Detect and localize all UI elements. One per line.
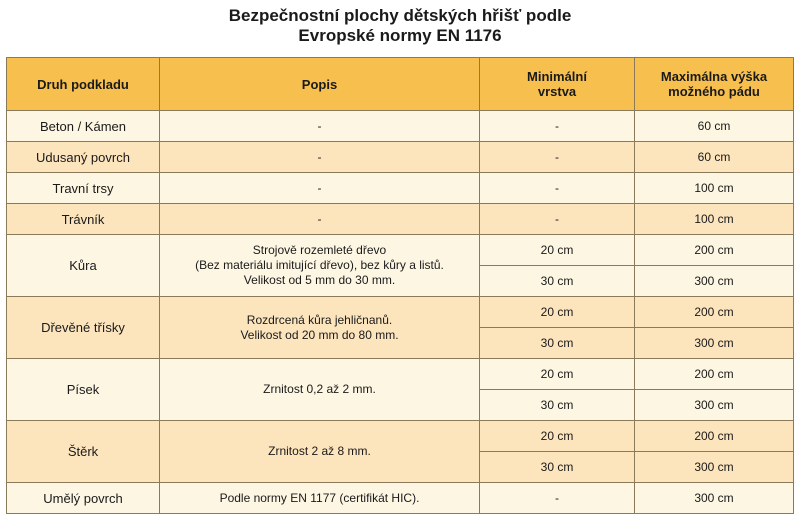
cell-min-layer: 30 cm <box>480 266 635 297</box>
description-line: (Bez materiálu imitující dřevo), bez kůry a listů. <box>195 258 444 272</box>
cell-description: - <box>160 142 480 173</box>
table-row <box>7 359 794 390</box>
table-row <box>7 142 794 173</box>
header-max-fall-height <box>635 58 794 111</box>
cell-max-fall-height: 200 cm <box>635 359 794 390</box>
description-line: Podle normy EN 1177 (certifikát HIC). <box>219 490 420 505</box>
cell-description <box>160 421 480 483</box>
cell-min-layer: 20 cm <box>480 359 635 390</box>
header-min-layer <box>480 58 635 111</box>
cell-kind: Beton / Kámen <box>7 111 160 142</box>
cell-kind: Písek <box>7 359 160 421</box>
table-row <box>7 483 794 514</box>
table-header-row <box>7 58 794 111</box>
header-description: Popis <box>160 58 480 111</box>
cell-description: - <box>160 173 480 204</box>
description-line: Zrnitost 2 až 8 mm. <box>268 444 371 458</box>
table-row <box>7 204 794 235</box>
description-line: Zrnitost 0,2 až 2 mm. <box>263 382 376 396</box>
description-line: Strojově rozemleté dřevo <box>252 243 387 257</box>
table-body <box>7 111 794 514</box>
cell-max-fall-height: 300 cm <box>635 452 794 483</box>
title-line-2: Evropské normy EN 1176 <box>298 26 502 45</box>
cell-min-layer: 20 cm <box>480 235 635 266</box>
cell-description <box>160 297 480 359</box>
cell-max-fall-height: 200 cm <box>635 421 794 452</box>
header-max-fall-height-text: Maximálna výška možného pádu <box>660 69 768 99</box>
cell-description <box>160 359 480 421</box>
table-row <box>7 421 794 452</box>
cell-kind: Štěrk <box>7 421 160 483</box>
cell-max-fall-height: 300 cm <box>635 390 794 421</box>
cell-max-fall-height: 200 cm <box>635 297 794 328</box>
header-kind: Druh podkladu <box>7 58 160 111</box>
cell-max-fall-height: 100 cm <box>635 204 794 235</box>
cell-kind: Kůra <box>7 235 160 297</box>
table-row <box>7 235 794 266</box>
cell-kind: Trávník <box>7 204 160 235</box>
cell-min-layer: - <box>480 111 635 142</box>
cell-description <box>160 483 480 514</box>
cell-description: - <box>160 111 480 142</box>
cell-min-layer: - <box>480 173 635 204</box>
cell-kind: Dřevěné třísky <box>7 297 160 359</box>
cell-max-fall-height: 200 cm <box>635 235 794 266</box>
cell-description <box>160 235 480 297</box>
cell-min-layer: - <box>480 483 635 514</box>
cell-max-fall-height: 300 cm <box>635 483 794 514</box>
header-min-layer-text: Minimální vrstva <box>527 69 587 99</box>
cell-min-layer: 20 cm <box>480 421 635 452</box>
title-line-1: Bezpečnostní plochy dětských hřišť podle <box>228 6 572 25</box>
table-row <box>7 297 794 328</box>
table-row <box>7 111 794 142</box>
cell-kind: Udusaný povrch <box>7 142 160 173</box>
cell-min-layer: - <box>480 204 635 235</box>
safety-surfaces-table <box>6 57 794 514</box>
description-line: Velikost od 5 mm do 30 mm. <box>243 273 396 287</box>
cell-min-layer: 30 cm <box>480 328 635 359</box>
page-title <box>0 0 800 48</box>
cell-min-layer: 20 cm <box>480 297 635 328</box>
cell-min-layer: 30 cm <box>480 452 635 483</box>
cell-max-fall-height: 60 cm <box>635 142 794 173</box>
cell-description: - <box>160 204 480 235</box>
cell-kind: Travní trsy <box>7 173 160 204</box>
cell-kind: Umělý povrch <box>7 483 160 514</box>
cell-min-layer: 30 cm <box>480 390 635 421</box>
cell-max-fall-height: 300 cm <box>635 266 794 297</box>
description-line: Rozdrcená kůra jehličnanů. <box>246 312 393 327</box>
description-line: Velikost od 20 mm do 80 mm. <box>240 327 399 342</box>
cell-max-fall-height: 60 cm <box>635 111 794 142</box>
cell-min-layer: - <box>480 142 635 173</box>
table-row <box>7 173 794 204</box>
cell-max-fall-height: 300 cm <box>635 328 794 359</box>
cell-max-fall-height: 100 cm <box>635 173 794 204</box>
